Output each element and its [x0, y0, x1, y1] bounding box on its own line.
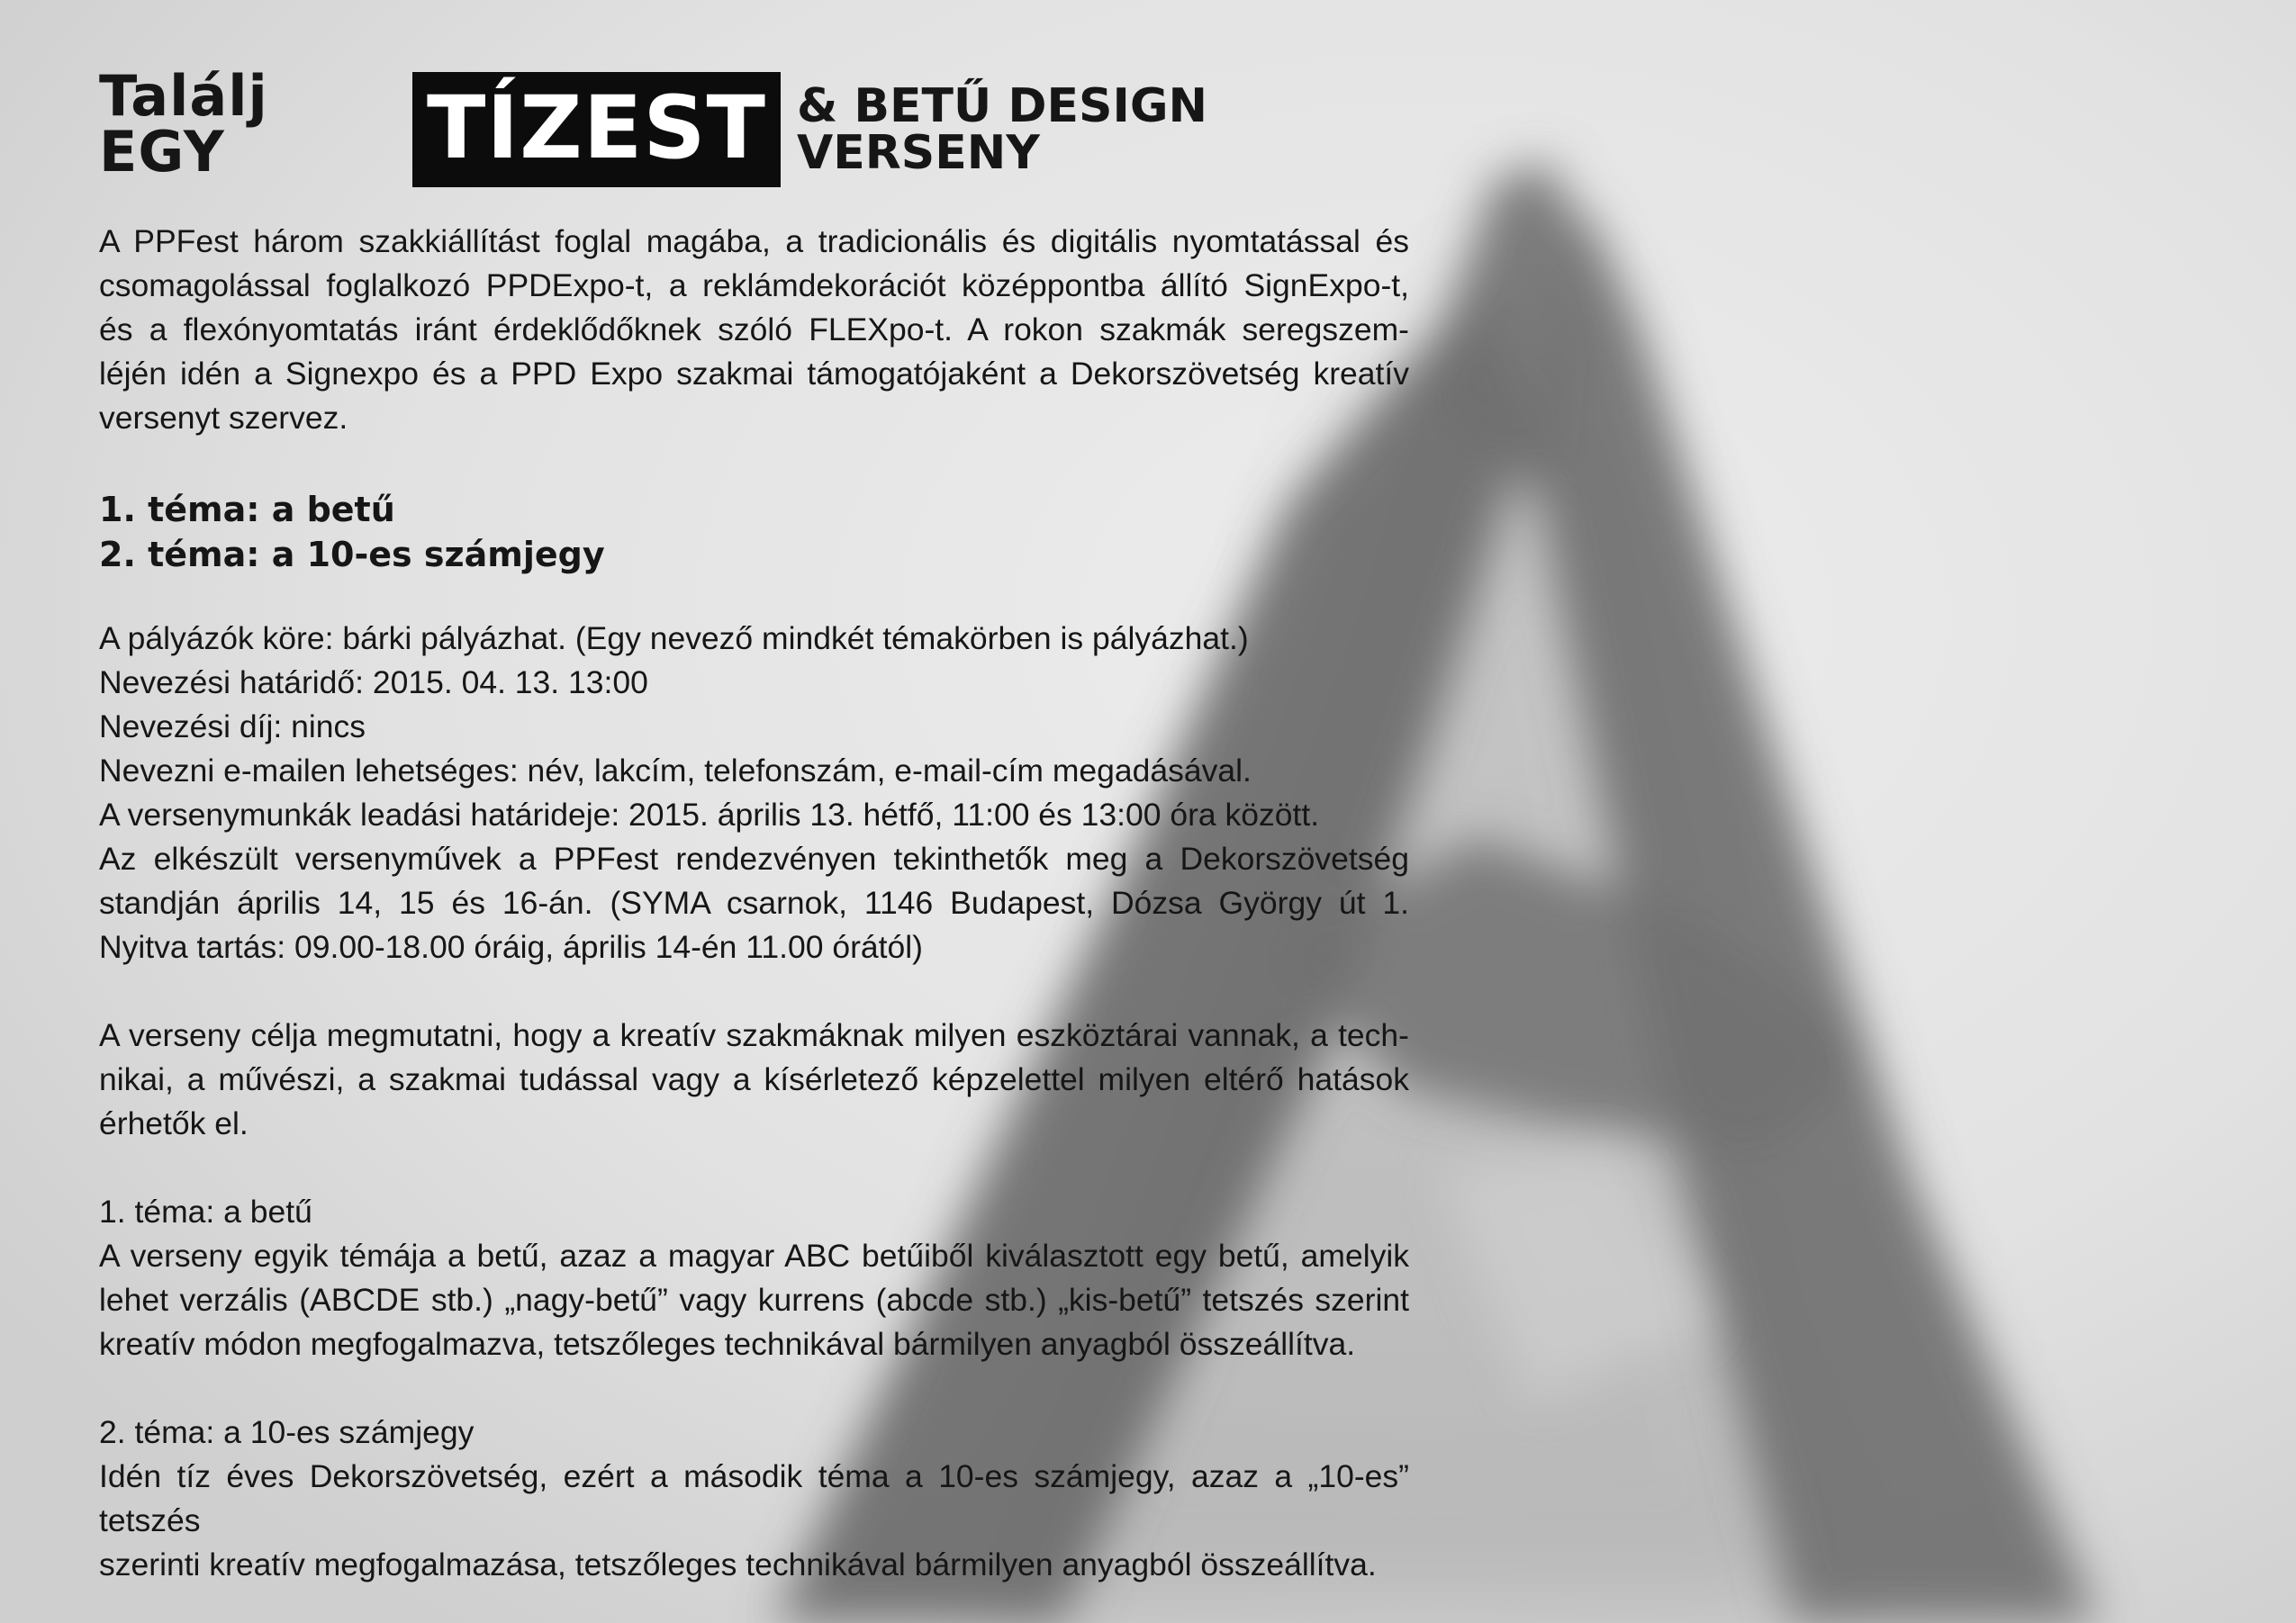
intro-line: csomagolással foglalkozó PPDExpo-t, a reklámdekorációt középpontba állító SignExpo-t, — [99, 267, 1409, 303]
goal-line: érhetők el. — [99, 1105, 249, 1141]
section-2-line: szerinti kreatív megfogalmazása, tetszőleges technikával bármilyen anyagból összeállítva. — [99, 1546, 1377, 1582]
goal-line: nikai, a művészi, a szakmai tudással vagy a kísérletező képzelettel milyen eltérő hatások — [99, 1061, 1409, 1097]
spacer — [99, 1366, 1409, 1411]
intro-paragraph — [99, 220, 1409, 440]
intro-line: A PPFest három szakkiállítást foglal magába, a tradicionális és digitális nyomtatással és — [99, 223, 1409, 259]
details-paragraph — [99, 617, 1409, 969]
details-line: Nevezési díj: nincs — [99, 708, 366, 744]
intro-line: léjén idén a Signexpo és a PPD Expo szakmai támogatójaként a Dekorszövetség kreatív — [99, 356, 1409, 392]
title-suffix: & BETŰ DESIGN VERSENY — [796, 79, 1208, 180]
topics-list — [99, 487, 1409, 577]
details-line: Nevezni e-mailen lehetséges: név, lakcím, telefonszám, e-mail-cím megadásával. — [99, 753, 1252, 789]
spacer — [99, 1146, 1409, 1190]
details-line: Nyitva tartás: 09.00-18.00 óráig, április 14-én 11.00 órától) — [99, 929, 923, 965]
section-1 — [99, 1190, 1409, 1366]
topic-1-heading: 1. téma: a betű — [99, 490, 395, 529]
title-highlight: TÍZEST — [412, 72, 781, 187]
details-line: Nevezési határidő: 2015. 04. 13. 13:00 — [99, 664, 648, 700]
page-title — [99, 61, 1409, 187]
goal-line: A verseny célja megmutatni, hogy a kreatív szakmáknak milyen eszköztárai vannak, a tech- — [99, 1017, 1409, 1053]
details-line: Az elkészült versenyművek a PPFest rendezvényen tekinthetők meg a Dekorszövetség — [99, 841, 1409, 877]
details-line: A pályázók köre: bárki pályázhat. (Egy nevező mindkét témakörben is pályázhat.) — [99, 620, 1249, 656]
topic-2-heading: 2. téma: a 10-es számjegy — [99, 535, 605, 574]
title-prefix: Találj EGY — [99, 63, 268, 185]
section-1-line: A verseny egyik témája a betű, azaz a magyar ABC betűiből kiválasztott egy betű, amelyik — [99, 1238, 1409, 1274]
section-2 — [99, 1411, 1409, 1587]
section-2-heading: 2. téma: a 10-es számjegy — [99, 1414, 475, 1450]
details-line: A versenymunkák leadási határideje: 2015. április 13. hétfő, 11:00 és 13:00 óra között. — [99, 797, 1320, 833]
intro-line: és a flexónyomtatás iránt érdeklődőknek szóló FLEXpo-t. A rokon szakmák seregszem- — [99, 311, 1409, 347]
spacer — [99, 969, 1409, 1014]
intro-line: versenyt szervez. — [99, 400, 348, 436]
article — [99, 61, 1409, 1587]
section-1-line: lehet verzális (ABCDE stb.) „nagy-betű” vagy kurrens (abcde stb.) „kis-betű” tetszés szerint — [99, 1282, 1409, 1318]
details-line: standján április 14, 15 és 16-án. (SYMA csarnok, 1146 Budapest, Dózsa György út 1. — [99, 885, 1409, 921]
goal-paragraph — [99, 1014, 1409, 1146]
section-1-line: kreatív módon megfogalmazva, tetszőleges technikával bármilyen anyagból összeállítva. — [99, 1326, 1356, 1362]
section-2-line: Idén tíz éves Dekorszövetség, ezért a második téma a 10-es számjegy, azaz a „10-es” tetszés — [99, 1458, 1409, 1538]
section-1-heading: 1. téma: a betű — [99, 1194, 312, 1230]
